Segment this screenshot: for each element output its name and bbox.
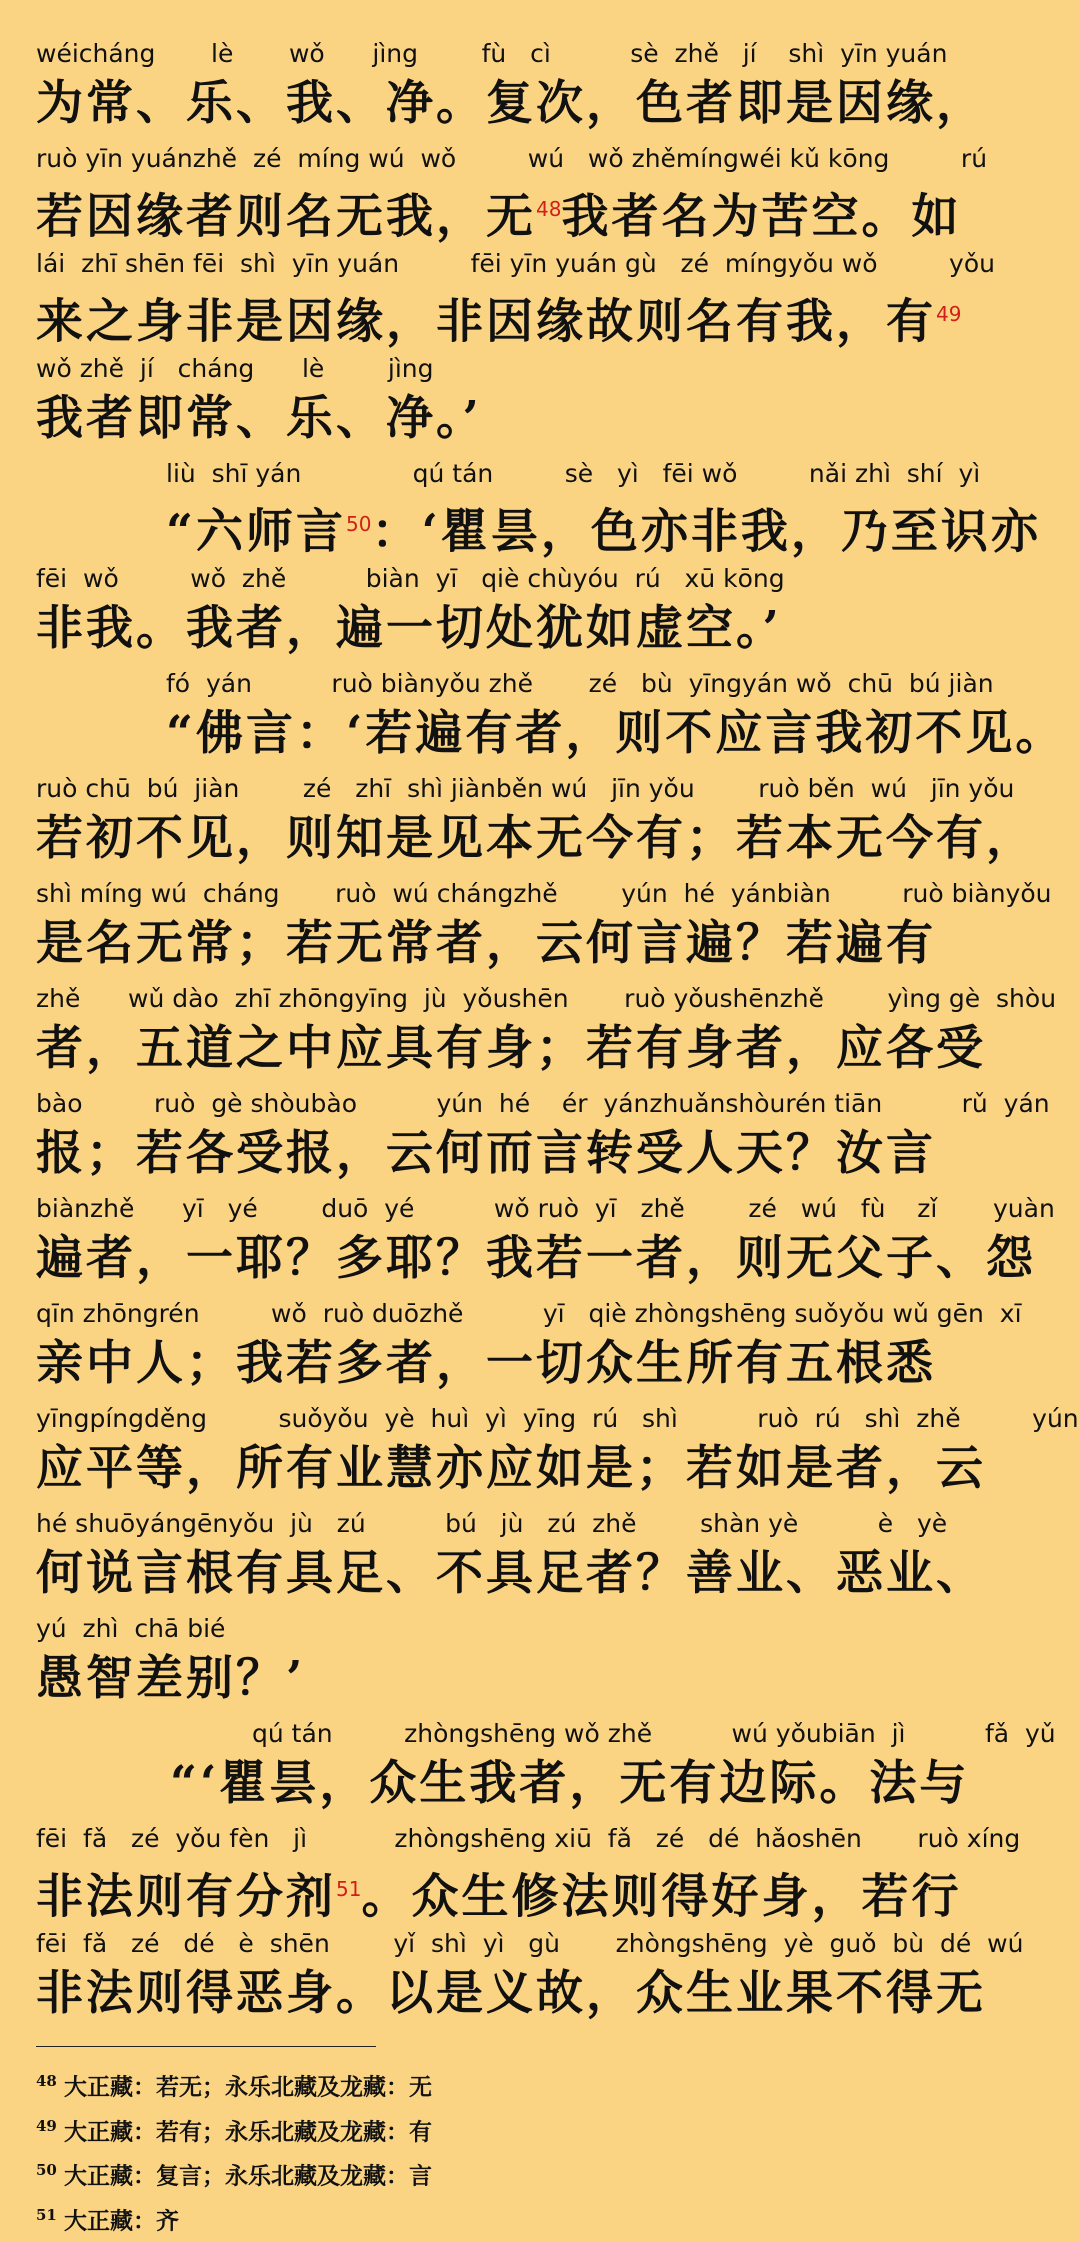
footnote-number: 50 bbox=[36, 2161, 57, 2180]
text-line bbox=[0, 1193, 1080, 1298]
hanzi-line bbox=[166, 494, 1041, 563]
text-line bbox=[0, 1823, 1080, 1928]
pinyin-line: fēi wǒ wǒ zhě biàn yī qiè chùyóu rú xū kōng bbox=[36, 564, 785, 593]
footnote bbox=[36, 2196, 432, 2241]
pinyin-line: wéicháng lè wǒ jìng fù cì sè zhě jí shì yīn yuán bbox=[36, 39, 948, 68]
text-line bbox=[0, 1718, 1080, 1823]
hanzi-line: “‘瞿昙，众生我者，无有边际。法与 bbox=[170, 1756, 970, 1811]
text-line bbox=[0, 458, 1080, 563]
hanzi-segment: “六师言 bbox=[166, 504, 347, 560]
hanzi-line: “佛言：‘若遍有者，则不应言我初不见。 bbox=[166, 706, 1066, 761]
pinyin-line: ruò yīn yuánzhě zé míng wú wǒ wú wǒ zhěmíngwéi kǔ kōng rú bbox=[36, 144, 988, 173]
pinyin-line: qú tán zhòngshēng wǒ zhě wú yǒubiān jì fǎ yǔ bbox=[252, 1719, 1056, 1748]
hanzi-line: 我者即常、乐、净。’ bbox=[36, 391, 482, 446]
hanzi-line: 报；若各受报，云何而言转受人天？汝言 bbox=[36, 1126, 936, 1181]
hanzi-line bbox=[36, 179, 961, 248]
hanzi-line bbox=[36, 1859, 961, 1928]
hanzi-line: 为常、乐、我、净。复次，色者即是因缘， bbox=[36, 76, 986, 131]
footnote-marker[interactable]: 49 bbox=[936, 302, 962, 326]
footnote-text: 大正藏：若无；永乐北藏及龙藏：无 bbox=[64, 2073, 432, 2101]
hanzi-line: 若初不见，则知是见本无今有；若本无今有， bbox=[36, 811, 1036, 866]
text-line bbox=[0, 1403, 1080, 1508]
hanzi-line: 亲中人；我若多者，一切众生所有五根悉 bbox=[36, 1336, 936, 1391]
text-line bbox=[0, 563, 1080, 668]
hanzi-segment: 。众生修法则得好身，若行 bbox=[361, 1869, 962, 1925]
hanzi-line: 何说言根有具足、不具足者？善业、恶业、 bbox=[36, 1546, 986, 1601]
text-line bbox=[0, 248, 1080, 353]
footnote bbox=[36, 2062, 432, 2107]
hanzi-line: 者，五道之中应具有身；若有身者，应各受 bbox=[36, 1021, 986, 1076]
footnote-number: 48 bbox=[36, 2072, 57, 2090]
pinyin-line: zhě wǔ dào zhī zhōngyīng jù yǒushēn ruò yǒushēnzhě yìng gè shòu bbox=[36, 984, 1057, 1013]
pinyin-line: qīn zhōngrén wǒ ruò duōzhě yī qiè zhòngshēng suǒyǒu wǔ gēn xī bbox=[36, 1299, 1022, 1328]
hanzi-line: 是名无常；若无常者，云何言遍？若遍有 bbox=[36, 916, 936, 971]
pinyin-line: liù shī yán qú tán sè yì fēi wǒ nǎi zhì shí yì bbox=[166, 459, 981, 488]
pinyin-line: biànzhě yī yé duō yé wǒ ruò yī zhě zé wú fù zǐ yuàn bbox=[36, 1194, 1055, 1223]
hanzi-segment: 若因缘者则名无我，无 bbox=[36, 189, 536, 245]
text-line bbox=[0, 773, 1080, 878]
footnote-text: 大正藏：齐 bbox=[64, 2207, 179, 2235]
footnote-marker[interactable]: 50 bbox=[346, 512, 372, 536]
hanzi-line: 非法则得恶身。以是义故，众生业果不得无 bbox=[36, 1966, 986, 2021]
text-line bbox=[0, 38, 1080, 143]
pinyin-line: fēi fǎ zé yǒu fèn jì zhòngshēng xiū fǎ zé dé hǎoshēn ruò xíng bbox=[36, 1824, 1021, 1853]
text-line bbox=[0, 1613, 1080, 1718]
hanzi-segment: 我者名为苦空。如 bbox=[561, 189, 962, 245]
footnote bbox=[36, 2151, 432, 2196]
footnote-number: 51 bbox=[36, 2205, 57, 2224]
hanzi-line: 应平等，所有业慧亦应如是；若如是者，云 bbox=[36, 1441, 986, 1496]
hanzi-line: 非我。我者，遍一切处犹如虚空。’ bbox=[36, 601, 782, 656]
pinyin-line: shì míng wú cháng ruò wú chángzhě yún hé yánbiàn ruò biànyǒu bbox=[36, 879, 1052, 908]
pinyin-line: bào ruò gè shòubào yún hé ér yánzhuǎnshòurén tiān rǔ yán bbox=[36, 1089, 1050, 1118]
pinyin-line: yīngpíngděng suǒyǒu yè huì yì yīng rú shì ruò rú shì zhě yún bbox=[36, 1404, 1079, 1433]
text-line bbox=[0, 668, 1080, 773]
footnote bbox=[36, 2107, 432, 2152]
footnote-text: 大正藏：复言；永乐北藏及龙藏：言 bbox=[64, 2162, 432, 2190]
hanzi-line: 愚智差别？’ bbox=[36, 1651, 306, 1706]
footnote-text: 大正藏：若有；永乐北藏及龙藏：有 bbox=[64, 2118, 432, 2146]
text-line bbox=[0, 1088, 1080, 1193]
text-line bbox=[0, 353, 1080, 458]
footnote-marker[interactable]: 48 bbox=[536, 197, 562, 221]
pinyin-line: lái zhī shēn fēi shì yīn yuán fēi yīn yuán gù zé míngyǒu wǒ yǒu bbox=[36, 249, 995, 278]
text-line bbox=[0, 143, 1080, 248]
footnote-marker[interactable]: 51 bbox=[336, 1877, 362, 1901]
pinyin-line: wǒ zhě jí cháng lè jìng bbox=[36, 354, 434, 383]
hanzi-segment: 来之身非是因缘，非因缘故则名有我，有 bbox=[36, 294, 936, 350]
pinyin-line: hé shuōyángēnyǒu jù zú bú jù zú zhě shàn yè è yè bbox=[36, 1509, 948, 1538]
hanzi-line bbox=[36, 284, 961, 353]
hanzi-segment: ：‘瞿昙，色亦非我，乃至识亦 bbox=[371, 504, 1041, 560]
pinyin-line: yú zhì chā bié bbox=[36, 1614, 226, 1643]
pinyin-line: fēi fǎ zé dé è shēn yǐ shì yì gù zhòngshēng yè guǒ bù dé wú bbox=[36, 1929, 1024, 1958]
footnote-divider bbox=[36, 2046, 376, 2047]
text-line bbox=[0, 1508, 1080, 1613]
hanzi-line: 遍者，一耶？多耶？我若一者，则无父子、怨 bbox=[36, 1231, 1036, 1286]
pinyin-line: fó yán ruò biànyǒu zhě zé bù yīngyán wǒ chū bú jiàn bbox=[166, 669, 994, 698]
footnotes-section bbox=[36, 2062, 432, 2241]
text-line bbox=[0, 983, 1080, 1088]
text-line bbox=[0, 878, 1080, 983]
pinyin-line: ruò chū bú jiàn zé zhī shì jiànběn wú jīn yǒu ruò běn wú jīn yǒu bbox=[36, 774, 1015, 803]
hanzi-segment: 非法则有分剂 bbox=[36, 1869, 336, 1925]
text-line bbox=[0, 1928, 1080, 2033]
text-line bbox=[0, 1298, 1080, 1403]
footnote-number: 49 bbox=[36, 2116, 57, 2135]
